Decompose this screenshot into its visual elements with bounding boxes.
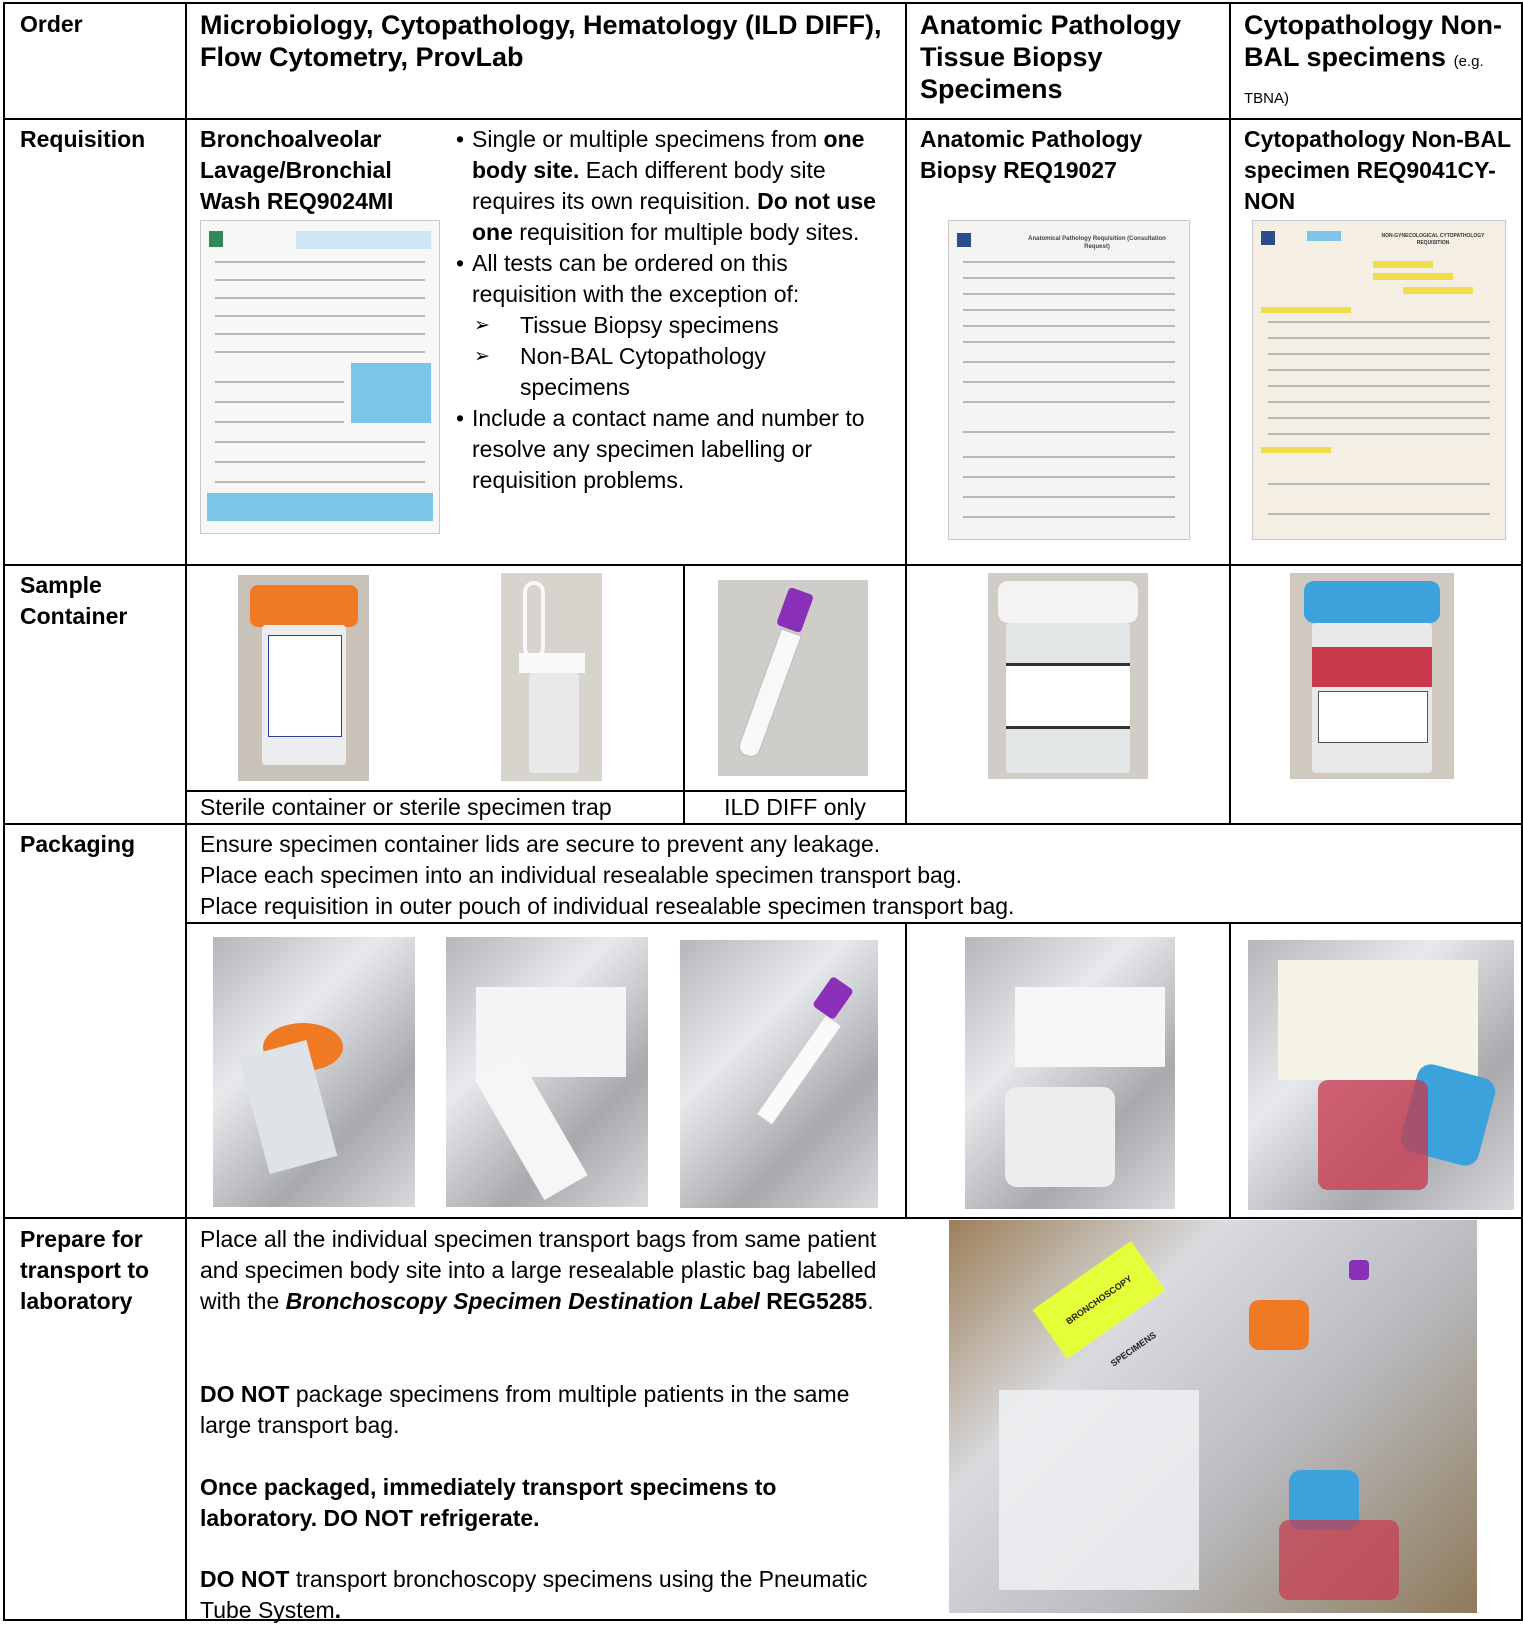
order-label: Order — [20, 11, 83, 37]
bullet-all-tests: • All tests can be ordered on this requisition with the exception of: — [456, 248, 896, 310]
bagged-formalin-container-photo — [965, 937, 1175, 1209]
cytopathology-header-note: (e.g. TBNA) — [1244, 53, 1484, 107]
column-divider-1 — [185, 2, 187, 1620]
specimen-trap-photo — [501, 573, 602, 781]
bal-requisition-form-image — [200, 220, 440, 534]
transport-paragraph-2: DO NOT package specimens from multiple patients in the same large transport bag. — [200, 1381, 850, 1438]
exception-non-bal-cytopathology: ➢ Non-BAL Cytopathology specimens — [456, 341, 896, 403]
bagged-cyto-container-photo — [1248, 940, 1514, 1210]
sterile-container-photo — [238, 575, 369, 781]
cyto-requisition-form-image — [1252, 220, 1506, 540]
row-divider-order — [3, 118, 1523, 120]
packaging-label: Packaging — [20, 831, 136, 857]
transport-paragraph-3: Once packaged, immediately transport specimens to laboratory. DO NOT refrigerate. — [200, 1474, 777, 1531]
ild-column-divider — [683, 564, 685, 823]
ild-diff-caption: ILD DIFF only — [724, 794, 866, 820]
table-border-right — [1521, 2, 1523, 1620]
micro-requisition-title: Bronchoalveolar Lavage/Bronchial Wash REQ9024MI — [200, 126, 394, 214]
requisition-label: Requisition — [20, 126, 146, 152]
formalin-container-photo — [988, 573, 1148, 779]
bullet-one-body-site: • Single or multiple specimens from one body site. Each different body site requires its own requisition. Do not use one requisition for multiple body sites. — [456, 124, 896, 248]
column-header-cytopathology — [1244, 9, 1519, 115]
bullet-contact-name: • Include a contact name and number to resolve any specimen labelling or requisition problems. — [456, 403, 896, 496]
bagged-sterile-container-photo — [213, 937, 415, 1207]
column-header-anatomic-pathology: Anatomic Pathology Tissue Biopsy Specimens — [920, 10, 1182, 104]
packaging-line-1: Ensure specimen container lids are secure to prevent any leakage. — [200, 831, 881, 857]
destination-label-sticker: BRONCHOSCOPY SPECIMENS — [1033, 1241, 1166, 1359]
table-border-top — [3, 2, 1523, 4]
column-header-microbiology: Microbiology, Cytopathology, Hematology (ILD DIFF), Flow Cytometry, ProvLab — [200, 10, 882, 72]
anatomic-form-title: Anatomical Pathology Requisition (Consultation Request) — [1028, 236, 1166, 250]
packaging-line-3: Place requisition in outer pouch of individual resealable specimen transport bag. — [200, 893, 1015, 919]
column-divider-2b — [905, 922, 907, 1217]
bagged-purple-tube-photo — [680, 940, 878, 1208]
column-divider-3a — [1229, 2, 1231, 823]
bagged-specimen-trap-photo — [446, 937, 648, 1207]
sterile-container-caption: Sterile container or sterile specimen trap — [200, 794, 612, 820]
transport-paragraph-1: Place all the individual specimen transport bags from same patient and specimen body site into a large resealable plastic bag labelled with the Bronchoscopy Specimen Destination Label REG5285. — [200, 1226, 877, 1314]
anatomic-requisition-form-image — [948, 220, 1190, 540]
destination-label-name: Bronchoscopy Specimen Destination Label — [285, 1288, 760, 1314]
cyto-form-title: NON-GYNECOLOGICAL CYTOPATHOLOGY REQUISITION — [1381, 233, 1485, 246]
row-divider-packaging — [3, 1217, 1523, 1219]
column-divider-3b — [1229, 922, 1231, 1217]
cyto-container-photo — [1290, 573, 1454, 779]
packaging-text-divider — [185, 922, 1523, 924]
cytopathology-header-main: Cytopathology Non-BAL specimens — [1244, 10, 1502, 72]
sample-container-label: Sample Container — [20, 572, 128, 629]
transport-paragraph-4: DO NOT transport bronchoscopy specimens using the Pneumatic Tube System. — [200, 1566, 868, 1623]
purple-tube-photo — [718, 580, 868, 776]
column-divider-2a — [905, 2, 907, 823]
exception-tissue-biopsy: ➢ Tissue Biopsy specimens — [456, 310, 896, 341]
anatomic-requisition-title: Anatomic Pathology Biopsy REQ19027 — [920, 126, 1143, 183]
row-divider-sample — [3, 823, 1523, 825]
table-border-left — [3, 2, 5, 1620]
requisition-instructions — [456, 124, 896, 496]
cyto-requisition-title: Cytopathology Non-BAL specimen REQ9041CY-NON — [1244, 126, 1511, 214]
transport-label: Prepare for transport to laboratory — [20, 1226, 150, 1314]
packaging-line-2: Place each specimen into an individual resealable specimen transport bag. — [200, 862, 963, 888]
row-divider-requisition — [3, 564, 1523, 566]
large-transport-bag-photo — [949, 1220, 1477, 1613]
